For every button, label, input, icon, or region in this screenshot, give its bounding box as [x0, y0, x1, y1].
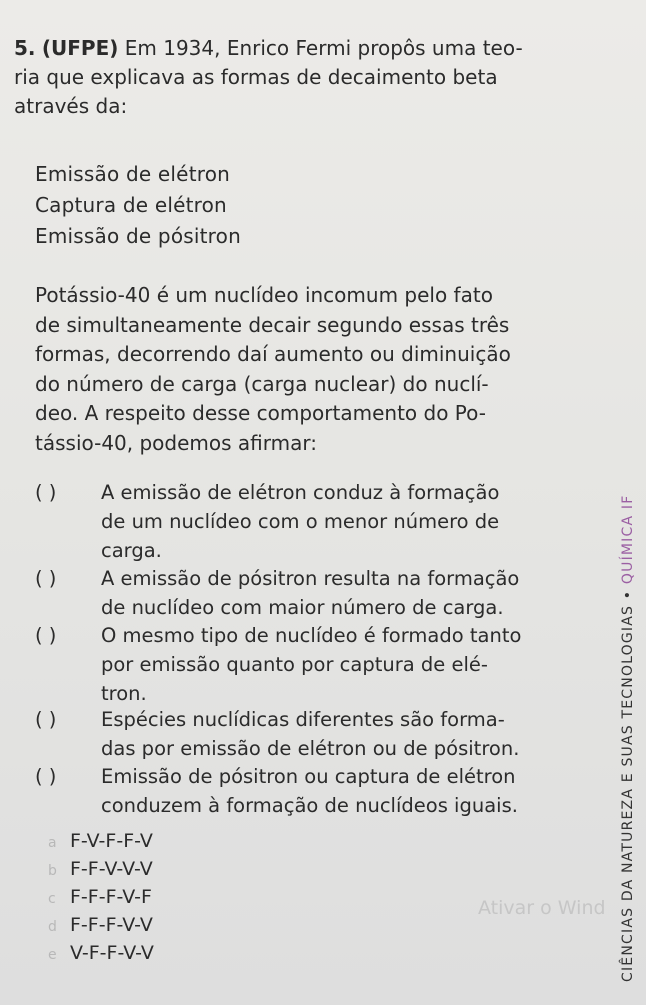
paragraph-line: tássio-40, podemos afirmar: [35, 430, 317, 455]
option-letter: d [48, 919, 57, 935]
statement-text: carga. [101, 539, 162, 562]
option-text: F-V-F-F-V [70, 830, 153, 852]
context-paragraph [35, 281, 595, 458]
paragraph-line: de simultaneamente decair segundo essas três [35, 312, 510, 337]
option-e[interactable] [48, 942, 154, 964]
statement-text: Emissão de pósitron ou captura de elétron [101, 765, 516, 788]
statement-text: das por emissão de elétron ou de pósitron. [101, 737, 520, 760]
statement-text: conduzem à formação de nuclídeos iguais. [101, 794, 518, 817]
paragraph-line: formas, decorrendo daí aumento ou diminuição [35, 342, 511, 366]
side-banner-area: CIÊNCIAS DA NATUREZA E SUAS TECNOLOGIAS [620, 604, 636, 982]
answer-blank[interactable]: ( ) [35, 765, 57, 788]
statement-text: A emissão de elétron conduz à formação [101, 481, 500, 504]
option-d[interactable] [48, 914, 153, 936]
paragraph-line: do número de carga (carga nuclear) do nuclí- [35, 371, 489, 396]
statement-text: Espécies nuclídicas diferentes são forma- [101, 708, 505, 731]
answer-blank[interactable]: ( ) [35, 567, 57, 590]
question-line-3: através da: [14, 94, 128, 118]
statement-text: tron. [101, 682, 147, 705]
option-letter: b [48, 863, 57, 879]
side-banner-subject: QUÍMICA IF [620, 494, 636, 585]
option-c[interactable] [48, 886, 152, 908]
answer-blank[interactable]: ( ) [35, 708, 57, 731]
option-letter: c [48, 891, 56, 907]
option-text: V-F-F-V-V [70, 942, 154, 964]
statement-4 [35, 705, 519, 763]
option-text: F-F-F-V-V [70, 914, 153, 936]
question-source: (UFPE) [41, 36, 119, 60]
question-number: 5. [14, 36, 36, 60]
statement-text: de um nuclídeo com o menor número de [101, 510, 500, 533]
answer-blank[interactable]: ( ) [35, 624, 57, 647]
side-banner-separator: • [620, 584, 636, 605]
option-a[interactable] [48, 830, 153, 852]
statement-text: de nuclídeo com maior número de carga. [101, 596, 504, 619]
side-banner [620, 495, 636, 983]
decay-form-2: Captura de elétron [35, 193, 227, 217]
paragraph-line: deo. A respeito desse comportamento do Po- [35, 401, 486, 425]
statement-text: O mesmo tipo de nuclídeo é formado tanto [101, 624, 522, 647]
option-text: F-F-F-V-F [70, 886, 152, 908]
statement-5 [35, 762, 518, 820]
statement-text: por emissão quanto por captura de elé- [101, 653, 488, 676]
question-line-2: ria que explicava as formas de decaimento beta [14, 65, 498, 89]
decay-form-3: Emissão de pósitron [35, 224, 241, 248]
statement-3 [35, 621, 521, 708]
statement-text: A emissão de pósitron resulta na formação [101, 567, 520, 590]
option-b[interactable] [48, 858, 153, 880]
option-letter: e [48, 947, 57, 963]
statement-1 [35, 478, 499, 565]
decay-form-1: Emissão de elétron [35, 162, 231, 186]
paragraph-line: Potássio-40 é um nuclídeo incomum pelo fato [35, 283, 493, 307]
answer-blank[interactable]: ( ) [35, 481, 57, 504]
os-activation-watermark: Ativar o Wind [478, 897, 606, 919]
question-header [14, 34, 614, 121]
statement-2 [35, 564, 519, 622]
question-line-1: Em 1934, Enrico Fermi propôs uma teo- [124, 36, 523, 60]
option-text: F-F-V-V-V [70, 858, 153, 880]
option-letter: a [48, 835, 57, 851]
